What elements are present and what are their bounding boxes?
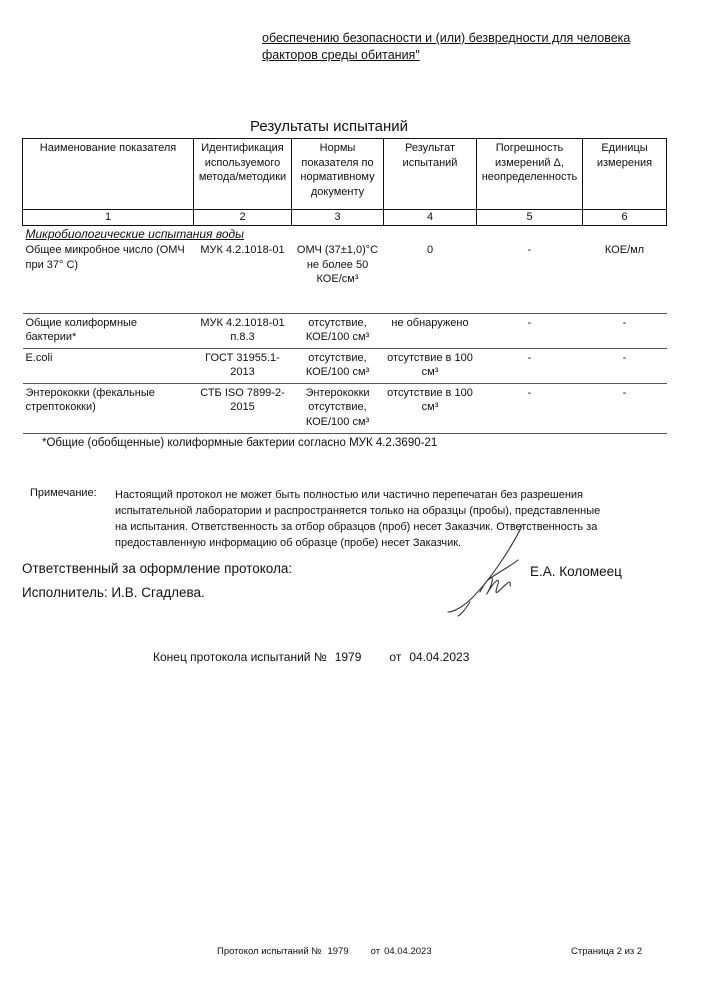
footer-number: 1979 (327, 946, 349, 957)
page-footer (217, 946, 432, 957)
note-label: Примечание: (30, 487, 97, 499)
footer-text: Протокол испытаний № (217, 946, 322, 957)
method-cell: ГОСТ 31955.1-2013 (194, 348, 292, 383)
table-row (23, 348, 667, 383)
indicator-name: E.coli (23, 348, 194, 383)
column-header: Нормы показателя по нормативному документу (292, 139, 384, 210)
method-cell: МУК 4.2.1018-01 (194, 241, 292, 313)
norm-cell: отсутствие, КОЕ/100 см³ (292, 313, 384, 348)
method-cell: СТБ ISO 7899-2-2015 (194, 383, 292, 433)
error-cell: - (477, 313, 583, 348)
column-number: 4 (384, 210, 477, 226)
responsible-name: Е.А. Коломеец (530, 564, 622, 579)
note-line: предоставленную информацию об образце (пробе) несет Заказчик. (115, 537, 462, 549)
footer-from: от (370, 946, 381, 957)
result-cell: отсутствие в 100 см³ (384, 383, 477, 433)
norm-cell: ОМЧ (37±1,0)°С не более 50 КОЕ/см³ (292, 241, 384, 313)
section-title: Микробиологические испытания воды (25, 226, 244, 241)
norm-cell: Энтерококки отсутствие, КОЕ/100 см³ (292, 383, 384, 433)
indicator-name: Энтерококки (фекальные стрептококки) (23, 383, 194, 433)
column-header: Наименование показателя (23, 139, 194, 210)
end-of-protocol (153, 650, 469, 664)
result-cell: не обнаружено (384, 313, 477, 348)
column-header: Идентификация используемого метода/методики (194, 139, 292, 210)
column-number: 6 (583, 210, 667, 226)
error-cell: - (477, 383, 583, 433)
column-number: 2 (194, 210, 292, 226)
results-table (22, 138, 667, 434)
protocol-number: 1979 (334, 650, 362, 664)
column-header: Результат испытаний (384, 139, 477, 210)
unit-cell: - (583, 348, 667, 383)
page-number: Страница 2 из 2 (571, 946, 643, 957)
unit-cell: - (583, 313, 667, 348)
unit-cell: - (583, 383, 667, 433)
header-continuation (262, 30, 682, 64)
unit-cell: КОЕ/мл (583, 241, 667, 313)
error-cell: - (477, 241, 583, 313)
table-row (23, 383, 667, 433)
result-cell: отсутствие в 100 см³ (384, 348, 477, 383)
header-line: обеспечению безопасности и (или) безвредности для человека (262, 31, 631, 45)
table-row (23, 241, 667, 313)
protocol-date: 04.04.2023 (409, 650, 470, 664)
section-row (23, 225, 667, 241)
note-line: испытательной лаборатории и распространяется только на образцы (пробы), представленные (115, 505, 601, 517)
error-cell: - (477, 348, 583, 383)
norm-cell: отсутствие, КОЕ/100 см³ (292, 348, 384, 383)
header-line: факторов среды обитания" (262, 48, 420, 62)
note-text (115, 487, 655, 551)
footer-date: 04.04.2023 (384, 946, 432, 957)
indicator-name: Общее микробное число (ОМЧ при 37° С) (23, 241, 194, 313)
column-number: 1 (23, 210, 194, 226)
table-row (23, 313, 667, 348)
end-text: Конец протокола испытаний № (153, 650, 327, 664)
note-line: Настоящий протокол не может быть полностью или частично перепечатан без разрешения (115, 489, 583, 501)
results-title: Результаты испытаний (249, 118, 409, 135)
result-cell: 0 (384, 241, 477, 313)
column-header: Погрешность измерений Δ, неопределенность (477, 139, 583, 210)
column-header: Единицы измерения (583, 139, 667, 210)
responsible-label: Ответственный за оформление протокола: (22, 561, 293, 576)
indicator-name: Общие колиформные бактерии* (23, 313, 194, 348)
column-number: 3 (292, 210, 384, 226)
footnote: *Общие (обобщенные) колиформные бактерии согласно МУК 4.2.3690-21 (42, 437, 438, 449)
column-number-row (23, 210, 667, 226)
executor: Исполнитель: И.В. Сгадлева. (22, 585, 205, 600)
note-line: на испытания. Ответственность за отбор образцов (проб) несет Заказчик. Ответственность за (115, 521, 598, 533)
column-number: 5 (477, 210, 583, 226)
table-header-row (23, 139, 667, 210)
method-cell: МУК 4.2.1018-01 п.8.3 (194, 313, 292, 348)
from-label: от (389, 650, 402, 664)
